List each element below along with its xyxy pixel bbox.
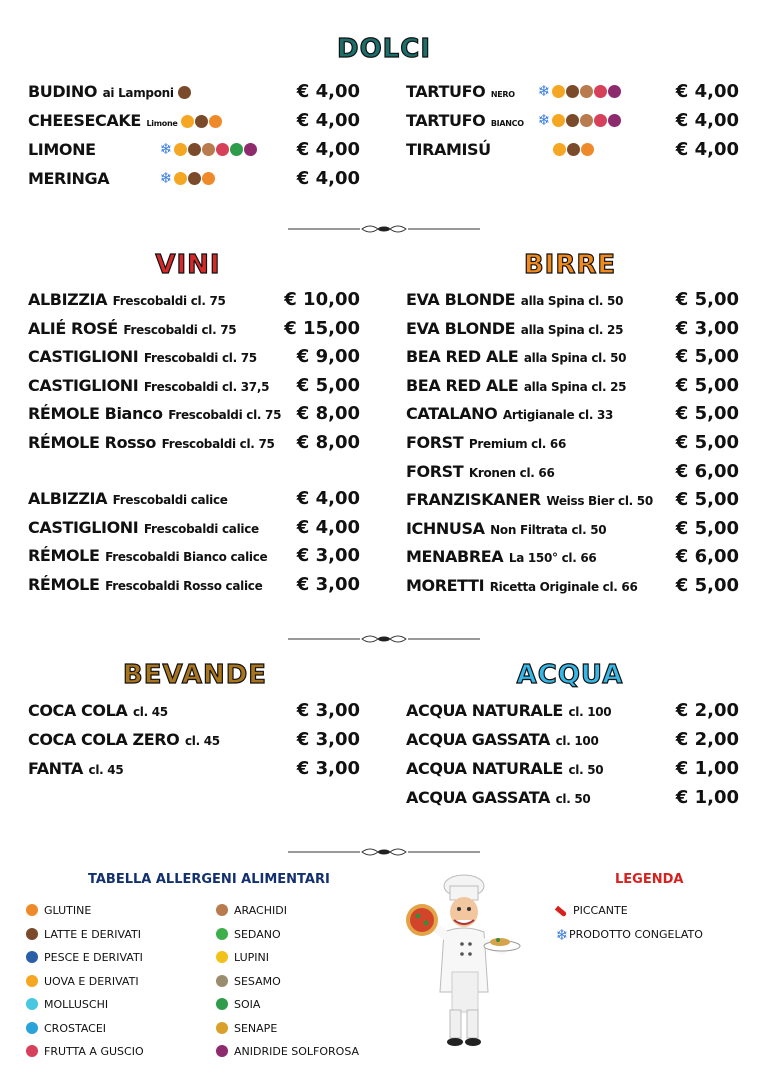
peanut-icon — [216, 904, 228, 916]
menu-item — [406, 786, 590, 810]
item-name: FANTA — [28, 759, 83, 778]
milk-icon — [195, 115, 208, 128]
menu-item — [28, 516, 259, 540]
lupin-icon — [216, 951, 228, 963]
gluten-icon — [26, 904, 38, 916]
item-detail: Frescobaldi calice — [143, 521, 259, 536]
menu-item — [28, 544, 267, 568]
item-name: ACQUA GASSATA — [406, 730, 551, 749]
nuts-icon — [26, 1045, 38, 1057]
item-price: € 4,00 — [296, 516, 360, 538]
menu-item — [406, 288, 623, 312]
legend-item — [216, 903, 287, 919]
legend-item — [216, 974, 281, 990]
legend-title: LEGENDA — [615, 872, 684, 887]
item-price: € 5,00 — [675, 403, 739, 425]
item-name: ICHNUSA — [406, 518, 485, 538]
item-price: € 3,00 — [296, 545, 360, 567]
egg-icon — [181, 115, 194, 128]
milk-icon — [566, 85, 579, 98]
ornament-divider — [288, 632, 480, 646]
egg-icon — [552, 114, 565, 127]
legend-label: ANIDRIDE SOLFOROSA — [234, 1045, 360, 1058]
item-name: BEA RED ALE — [406, 375, 519, 395]
nuts-icon — [594, 114, 607, 127]
item-price: € 8,00 — [296, 432, 360, 453]
legend-item — [216, 1021, 277, 1037]
menu-item — [406, 402, 613, 426]
item-price: € 9,00 — [296, 346, 360, 368]
menu-item — [406, 574, 638, 598]
egg-icon — [552, 85, 565, 98]
legend-item — [26, 974, 139, 990]
item-price: € 4,00 — [675, 110, 739, 131]
menu-item — [406, 728, 599, 752]
item-detail: Non Filtrata cl. 50 — [490, 522, 607, 537]
legend-label: LUPINI — [234, 951, 269, 964]
egg-icon — [553, 143, 566, 156]
item-detail: alla Spina cl. 25 — [520, 322, 624, 337]
birre-title: BIRRE — [523, 250, 617, 280]
item-price: € 4,00 — [296, 110, 360, 131]
menu-item — [406, 374, 626, 398]
menu-item — [28, 487, 228, 511]
item-detail: cl. 50 — [568, 763, 604, 777]
item-name: LIMONE — [28, 140, 96, 159]
snowflake-icon: ❄ — [159, 169, 173, 187]
item-name: EVA BLONDE — [406, 290, 516, 309]
item-name: COCA COLA — [28, 701, 128, 720]
legend-item — [26, 1021, 106, 1037]
menu-item — [406, 757, 603, 781]
legend-label: UOVA E DERIVATI — [44, 974, 139, 988]
item-name: MORETTI — [406, 576, 485, 595]
fish-icon — [26, 951, 38, 963]
item-detail: BIANCO — [490, 119, 524, 128]
item-name: FORST — [406, 461, 464, 481]
item-name: RÉMOLE Rosso — [28, 433, 157, 452]
snowflake-icon: ❄ — [537, 82, 551, 100]
dolci-title: DOLCI — [336, 34, 431, 64]
sesame-icon — [216, 975, 228, 987]
menu-item — [28, 402, 281, 426]
item-price: € 4,00 — [296, 139, 360, 160]
item-name: FRANZISKANER — [406, 490, 541, 510]
item-name: ALBIZZIA — [28, 489, 108, 508]
item-price: € 5,00 — [675, 489, 739, 511]
item-price: € 5,00 — [296, 374, 360, 396]
item-price: € 5,00 — [675, 432, 739, 453]
item-price: € 5,00 — [675, 346, 739, 368]
item-name: ACQUA NATURALE — [406, 701, 563, 720]
acqua-title: ACQUA — [516, 660, 624, 690]
peanut-icon — [202, 143, 215, 156]
snowflake-icon: ❄ — [555, 925, 569, 944]
menu-item — [406, 517, 606, 541]
item-detail: alla Spina cl. 25 — [523, 379, 627, 394]
soy-icon — [230, 143, 243, 156]
item-name: BUDINO — [28, 82, 98, 101]
menu-item — [406, 109, 551, 133]
milk-icon — [188, 172, 201, 185]
mustard-icon — [216, 1022, 228, 1034]
item-detail: cl. 45 — [88, 763, 124, 777]
legend-label: PRODOTTO CONGELATO — [569, 928, 703, 941]
menu-item — [28, 374, 269, 398]
sulphite-icon — [608, 114, 621, 127]
item-detail: Weiss Bier cl. 50 — [546, 494, 653, 509]
item-price: € 2,00 — [675, 700, 739, 721]
item-price: € 4,00 — [675, 139, 739, 160]
item-price: € 3,00 — [296, 758, 360, 779]
menu-item — [28, 431, 275, 455]
milk-icon — [567, 143, 580, 156]
item-detail: Frescobaldi cl. 75 — [143, 351, 257, 366]
menu-item — [28, 288, 226, 312]
item-name: RÉMOLE — [28, 574, 100, 594]
item-price: € 1,00 — [675, 758, 739, 779]
item-detail: Frescobaldi cl. 75 — [168, 408, 282, 423]
legend-item — [216, 950, 269, 966]
item-name: RÉMOLE Bianco — [28, 404, 163, 424]
legend-label: GLUTINE — [44, 904, 92, 917]
legend-item — [26, 903, 91, 919]
item-detail: cl. 100 — [555, 734, 599, 748]
vini-title: VINI — [155, 250, 221, 280]
legend-label: PESCE E DERIVATI — [44, 951, 143, 964]
item-name: FORST — [406, 433, 464, 452]
item-detail: cl. 45 — [184, 734, 220, 748]
soy-icon — [216, 998, 228, 1010]
item-detail: NERO — [490, 90, 515, 99]
item-detail: Frescobaldi calice — [112, 493, 228, 507]
menu-item — [406, 317, 623, 341]
legend-item — [26, 950, 143, 966]
item-detail: cl. 45 — [132, 705, 168, 719]
menu-item — [28, 345, 257, 369]
legend-item — [26, 997, 108, 1013]
nuts-icon — [216, 143, 229, 156]
item-price: € 3,00 — [296, 729, 360, 750]
menu-item — [406, 431, 566, 455]
item-detail: cl. 100 — [568, 705, 612, 719]
chili-icon — [555, 905, 567, 917]
chef-illustration — [402, 872, 522, 1050]
item-price: € 4,00 — [296, 488, 360, 509]
item-detail: Frescobaldi cl. 75 — [112, 294, 226, 308]
legend-label: CROSTACEI — [44, 1021, 107, 1035]
legend-item — [555, 927, 703, 943]
item-detail: Frescobaldi Bianco calice — [105, 550, 268, 565]
peanut-icon — [580, 114, 593, 127]
allergen-icons — [181, 115, 222, 128]
legend-label: SOIA — [234, 998, 261, 1011]
menu-item — [406, 345, 626, 369]
nuts-icon — [594, 85, 607, 98]
egg-icon — [26, 975, 38, 987]
item-name: TIRAMISÚ — [406, 140, 491, 159]
item-detail: Frescobaldi cl. 75 — [161, 437, 275, 451]
legend-item — [216, 1044, 359, 1060]
menu-item — [28, 109, 222, 133]
item-name: COCA COLA ZERO — [28, 730, 180, 749]
gluten-icon — [581, 143, 594, 156]
egg-icon — [174, 143, 187, 156]
item-name: BEA RED ALE — [406, 347, 519, 367]
legend-label: SESAMO — [234, 974, 281, 988]
item-price: € 5,00 — [675, 575, 739, 596]
snowflake-icon: ❄ — [159, 140, 173, 158]
peanut-icon — [580, 85, 593, 98]
celery-icon — [216, 928, 228, 940]
allergen-icons — [537, 82, 621, 100]
item-detail: Artigianale cl. 33 — [502, 408, 614, 423]
item-price: € 6,00 — [675, 546, 739, 568]
allergen-icons — [159, 140, 257, 158]
legend-label: LATTE E DERIVATI — [44, 927, 141, 941]
item-name: MENABREA — [406, 547, 504, 567]
item-name: MERINGA — [28, 169, 110, 188]
menu-item — [28, 167, 173, 191]
milk-icon — [178, 86, 191, 99]
item-name: TARTUFO — [406, 82, 486, 101]
item-detail: Kronen cl. 66 — [468, 465, 555, 480]
item-detail: Frescobaldi cl. 37,5 — [143, 379, 270, 394]
item-detail: ai Lamponi — [102, 86, 174, 100]
legend-item — [216, 927, 281, 943]
sulphite-icon — [608, 85, 621, 98]
menu-item — [28, 573, 262, 597]
item-name: ALBIZZIA — [28, 290, 108, 309]
item-price: € 5,00 — [675, 289, 739, 310]
item-price: € 2,00 — [675, 729, 739, 750]
allergen-icons — [553, 143, 594, 156]
milk-icon — [26, 928, 38, 940]
legend-label: SEDANO — [234, 927, 281, 941]
crustacean-icon — [26, 1022, 38, 1034]
legend-label: PICCANTE — [573, 904, 628, 917]
sulphite-icon — [244, 143, 257, 156]
item-detail: Limone — [146, 119, 178, 128]
item-price: € 3,00 — [675, 317, 739, 339]
menu-item — [406, 138, 491, 162]
menu-item — [28, 699, 168, 723]
legend-item — [26, 1044, 144, 1060]
menu-item — [406, 545, 596, 569]
item-name: CHEESECAKE — [28, 111, 141, 130]
menu-item — [28, 80, 191, 104]
item-detail: Frescobaldi cl. 75 — [123, 322, 237, 337]
menu-item — [28, 728, 220, 752]
allergen-table-title: TABELLA ALLERGENI ALIMENTARI — [88, 872, 330, 887]
milk-icon — [566, 114, 579, 127]
legend-item — [555, 903, 628, 919]
menu-item — [406, 699, 611, 723]
item-name: CASTIGLIONI — [28, 517, 139, 537]
item-name: TARTUFO — [406, 111, 486, 130]
item-price: € 4,00 — [296, 81, 360, 102]
ornament-divider — [288, 845, 480, 859]
menu-item — [28, 138, 173, 162]
gluten-icon — [209, 115, 222, 128]
legend-label: FRUTTA A GUSCIO — [44, 1045, 144, 1058]
item-price: € 3,00 — [296, 573, 360, 595]
legend-label: SENAPE — [234, 1021, 278, 1035]
allergen-icons — [537, 111, 621, 129]
item-price: € 6,00 — [675, 460, 739, 482]
item-detail: Frescobaldi Rosso calice — [105, 578, 263, 593]
item-price: € 4,00 — [675, 81, 739, 102]
item-name: ACQUA GASSATA — [406, 788, 551, 807]
item-name: CASTIGLIONI — [28, 375, 139, 395]
menu-item — [28, 757, 123, 781]
item-name: CASTIGLIONI — [28, 347, 139, 367]
gluten-icon — [202, 172, 215, 185]
item-detail: Ricetta Originale cl. 66 — [489, 580, 638, 594]
item-price: € 1,00 — [675, 787, 739, 808]
menu-item — [406, 80, 551, 104]
item-price: € 4,00 — [296, 168, 360, 189]
menu-item — [28, 317, 236, 341]
mollusc-icon — [26, 998, 38, 1010]
menu-item — [406, 488, 653, 512]
legend-label: MOLLUSCHI — [44, 998, 109, 1011]
item-price: € 3,00 — [296, 700, 360, 721]
item-name: ACQUA NATURALE — [406, 759, 563, 778]
item-price: € 8,00 — [296, 403, 360, 425]
allergen-icons — [159, 169, 215, 187]
item-detail: cl. 50 — [555, 792, 591, 806]
snowflake-icon: ❄ — [537, 111, 551, 129]
sulphite-icon — [216, 1045, 228, 1057]
item-price: € 5,00 — [675, 374, 739, 396]
legend-item — [26, 927, 141, 943]
item-price: € 15,00 — [284, 317, 360, 339]
egg-icon — [174, 172, 187, 185]
item-detail: alla Spina cl. 50 — [520, 294, 624, 308]
item-name: RÉMOLE — [28, 546, 100, 566]
legend-item — [216, 997, 260, 1013]
milk-icon — [188, 143, 201, 156]
item-price: € 10,00 — [284, 289, 360, 310]
item-detail: alla Spina cl. 50 — [523, 351, 627, 366]
allergen-icons — [178, 86, 191, 99]
item-name: CATALANO — [406, 404, 498, 424]
item-name: EVA BLONDE — [406, 318, 516, 338]
ornament-divider — [288, 222, 480, 236]
item-price: € 5,00 — [675, 517, 739, 539]
item-name: ALIÉ ROSÉ — [28, 318, 118, 338]
item-detail: Premium cl. 66 — [468, 437, 567, 451]
bevande-title: BEVANDE — [122, 660, 268, 690]
menu-item — [406, 460, 555, 484]
legend-label: ARACHIDI — [234, 904, 287, 917]
item-detail: La 150° cl. 66 — [508, 551, 597, 566]
